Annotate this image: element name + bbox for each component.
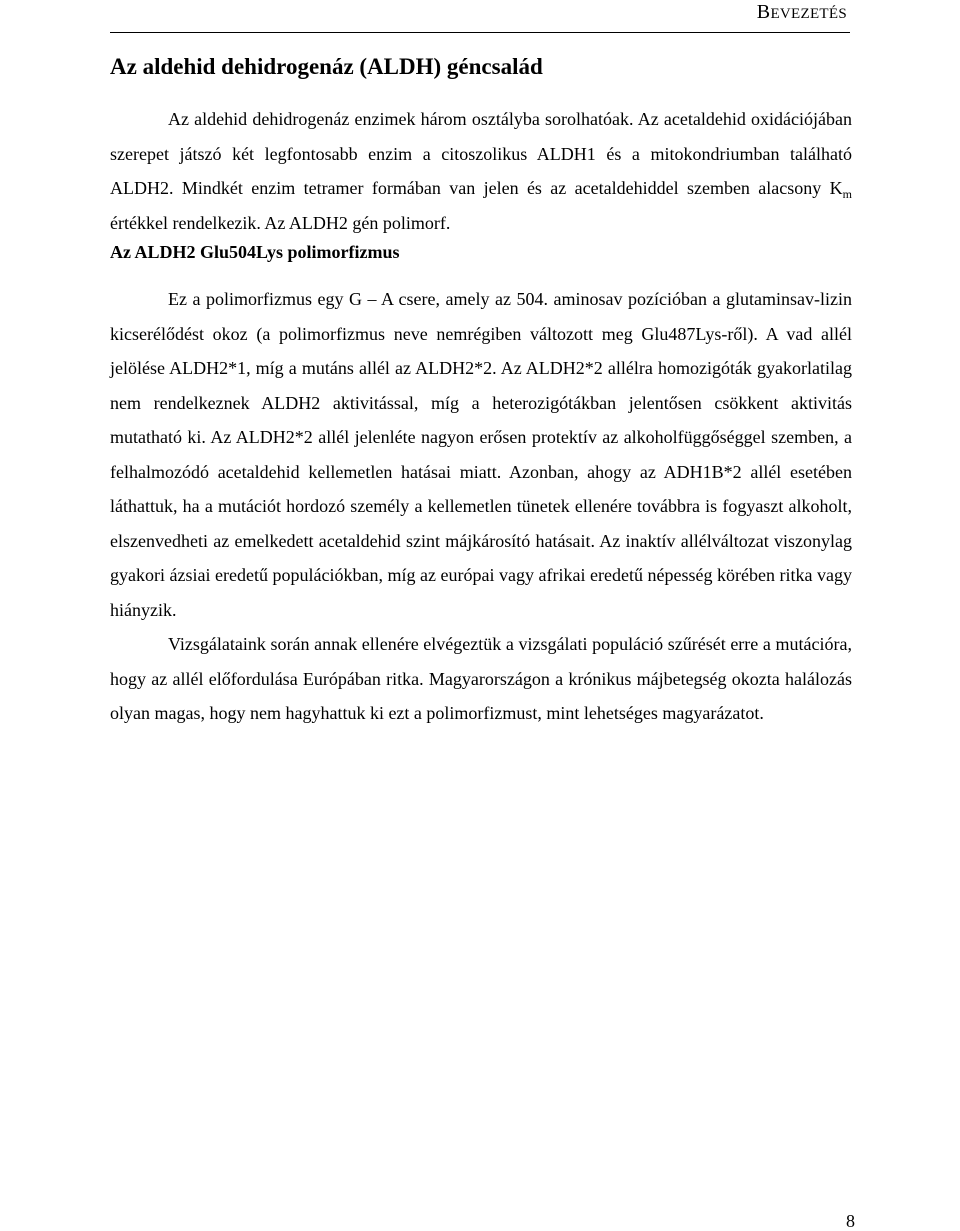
page-header [110, 0, 850, 33]
paragraph-aldh-intro [110, 102, 852, 240]
running-head [757, 2, 847, 24]
page-number: 8 [846, 1211, 855, 1231]
paragraph-aldh-intro-text-b: értékkel rendelkezik. Az ALDH2 gén polimorf. [110, 212, 451, 233]
paragraph-aldh-intro-text-a: Az aldehid dehidrogenáz enzimek három osztályba sorolhatóak. Az acetaldehid oxidációjában szerepet játszó két legfontosabb enzim a citoszolikus ALDH1 és a mitokondriumban található ALDH2. Mindkét enzim tetramer formában van jelen és az acetaldehiddel szemben alacsony K [110, 109, 852, 198]
running-head-initial: B [756, 1, 771, 23]
paragraph-polymorphism: Ez a polimorfizmus egy G – A csere, amely az 504. aminosav pozícióban a glutaminsav-lizin kicserélődést okoz (a polimorfizmus neve nemrégiben változott meg Glu487Lys-ről). A vad allél jelölése ALDH2*1, míg a mutáns allél az ALDH2*2. Az ALDH2*2 allélra homozigóták gyakorlatilag nem rendelkeznek ALDH2 aktivitással, míg a heterozigótákban jelentősen csökkent aktivitás mutatható ki. Az ALDH2*2 allél jelenléte nagyon erősen protektív az alkoholfüggőséggel szemben, a felhalmozódó acetaldehid kellemetlen hatásai miatt. Azonban, ahogy az ADH1B*2 allél esetében láthattuk, ha a mutációt hordozó személy a kellemetlen tünetek ellenére továbbra is fogyaszt alkoholt, elszenvedheti az emelkedett acetaldehid szint májkárosító hatásait. Az inaktív allélváltozat viszonylag gyakori ázsiai eredetű populációkban, míg az európai vagy afrikai eredetű népesség körében ritka vagy hiányzik. [110, 289, 852, 620]
paragraph-study: Vizsgálataink során annak ellenére elvégeztük a vizsgálati populáció szűrését erre a mutációra, hogy az allél előfordulása Európában ritka. Magyarországon a krónikus májbetegség okozta halálozás olyan magas, hogy nem hagyhattuk ki ezt a polimorfizmust, mint lehetséges magyarázatot. [110, 634, 852, 723]
subsection-title: Az ALDH2 Glu504Lys polimorfizmus [110, 242, 400, 262]
section-title: Az aldehid dehidrogenáz (ALDH) géncsalád [110, 54, 543, 79]
running-head-rest: EVEZETÉS [770, 6, 847, 22]
km-subscript: m [842, 187, 852, 201]
page-content [110, 52, 852, 731]
